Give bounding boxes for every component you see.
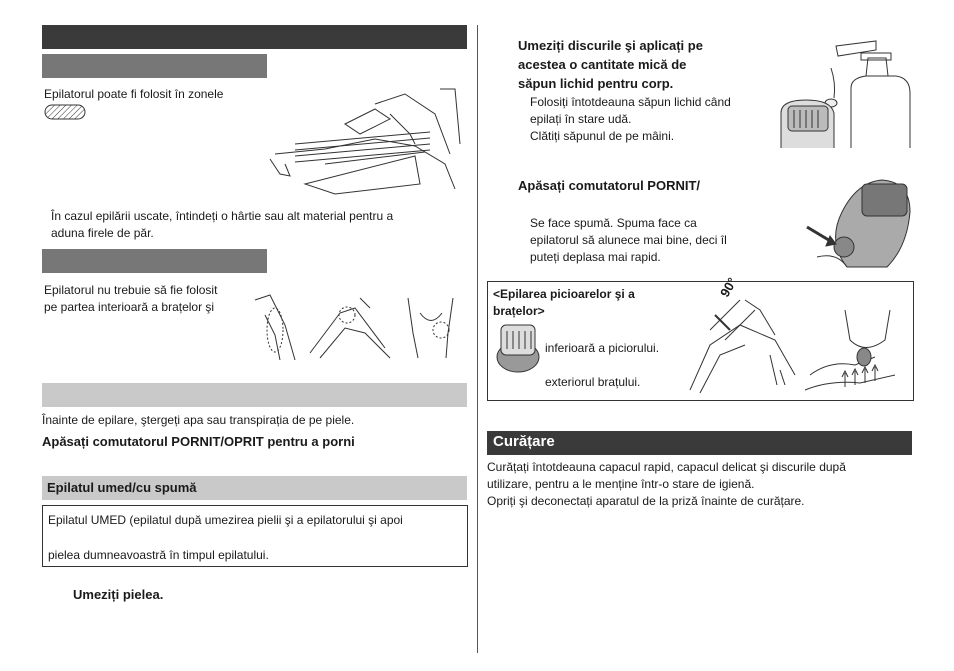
soap-text-line: epilați în stare udă. [530, 112, 632, 126]
prep-text: Înainte de epilare, ştergeți apa sau transpirația de pe piele. [42, 413, 355, 427]
knee-illustration [305, 293, 395, 361]
arm-text-line: Epilatorul nu trebuie să fie folosit [44, 283, 218, 297]
dry-epilation-text [51, 208, 471, 242]
soap-text-line: Folosiți întotdeauna săpun lichid când [530, 95, 731, 109]
subsection-bar-zones [42, 54, 267, 78]
subsection-bar-arms [42, 249, 267, 273]
underarm-illustration [398, 293, 464, 361]
zones-text: Epilatorul poate fi folosit în zonele [44, 87, 224, 101]
hatched-zone-icon [44, 104, 86, 120]
legs-heading-line: <Epilarea picioarelor şi a [493, 287, 635, 301]
soap-heading-line: săpun lichid pentru corp. [518, 76, 674, 91]
soap-text [530, 94, 731, 145]
foam-text [530, 215, 727, 266]
legs-heading-line: brațelor> [493, 304, 545, 318]
arm-text-line: pe partea interioară a brațelor şi [44, 300, 215, 314]
epilator-head-icon [495, 323, 541, 373]
soap-heading-line: acestea o cantitate mică de [518, 57, 687, 72]
cleaning-text-line: Opriți şi deconectați aparatul de la priză înainte de curățare. [487, 494, 805, 508]
cleaning-title: Curățare [493, 433, 555, 450]
column-divider [477, 25, 478, 653]
wet-box-line-1: Epilatul UMED (epilatul după umezirea pielii şi a epilatorului şi apoi [48, 513, 403, 527]
foam-text-line: epilatorul să alunece mai bine, deci îl [530, 233, 727, 247]
wet-box-line-2: pielea dumneavoastră în timpul epilatului. [48, 548, 269, 562]
power-on-instruction: Apăsați comutatorul PORNIT/OPRIT pentru a porni [42, 434, 355, 449]
inner-arm-illustration [245, 290, 303, 362]
legs-text-1: inferioară a piciorului. [545, 341, 660, 355]
leg-epilation-illustration [685, 285, 800, 395]
dry-text-line: În cazul epilării uscate, întindeți o hârtie sau alt material pentru a [51, 209, 394, 223]
cleaning-text [487, 459, 846, 510]
section-header-bar [42, 25, 467, 49]
soap-text-line: Clătiți săpunul de pe mâini. [530, 129, 675, 143]
foam-text-line: puteți deplasa mai rapid. [530, 250, 661, 264]
cleaning-text-line: Curățați întotdeauna capacul rapid, capacul delicat şi discurile după [487, 460, 846, 474]
arm-warning-text [44, 282, 217, 316]
subsection-bar-prep [42, 383, 467, 407]
angle-label: 90° [717, 274, 740, 300]
epilator-switch-illustration [802, 172, 914, 270]
arm-epilation-illustration [800, 305, 910, 395]
legs-text-2: exteriorul brațului. [545, 375, 641, 389]
cleaning-text-line: utilizare, pentru a le menține într-o stare de igienă. [487, 477, 755, 491]
wet-heading: Epilatul umed/cu spumă [47, 480, 197, 495]
legs-illustration [265, 84, 465, 199]
step-wet-skin: Umeziți pielea. [73, 587, 164, 602]
soap-heading-line: Umeziți discurile şi aplicați pe [518, 38, 703, 53]
switch-heading: Apăsați comutatorul PORNIT/ [518, 178, 701, 193]
dry-text-line: aduna firele de păr. [51, 226, 154, 240]
soap-heading [518, 36, 703, 93]
soap-dispenser-illustration [776, 38, 911, 150]
foam-text-line: Se face spumă. Spuma face ca [530, 216, 697, 230]
legs-heading [493, 286, 635, 320]
